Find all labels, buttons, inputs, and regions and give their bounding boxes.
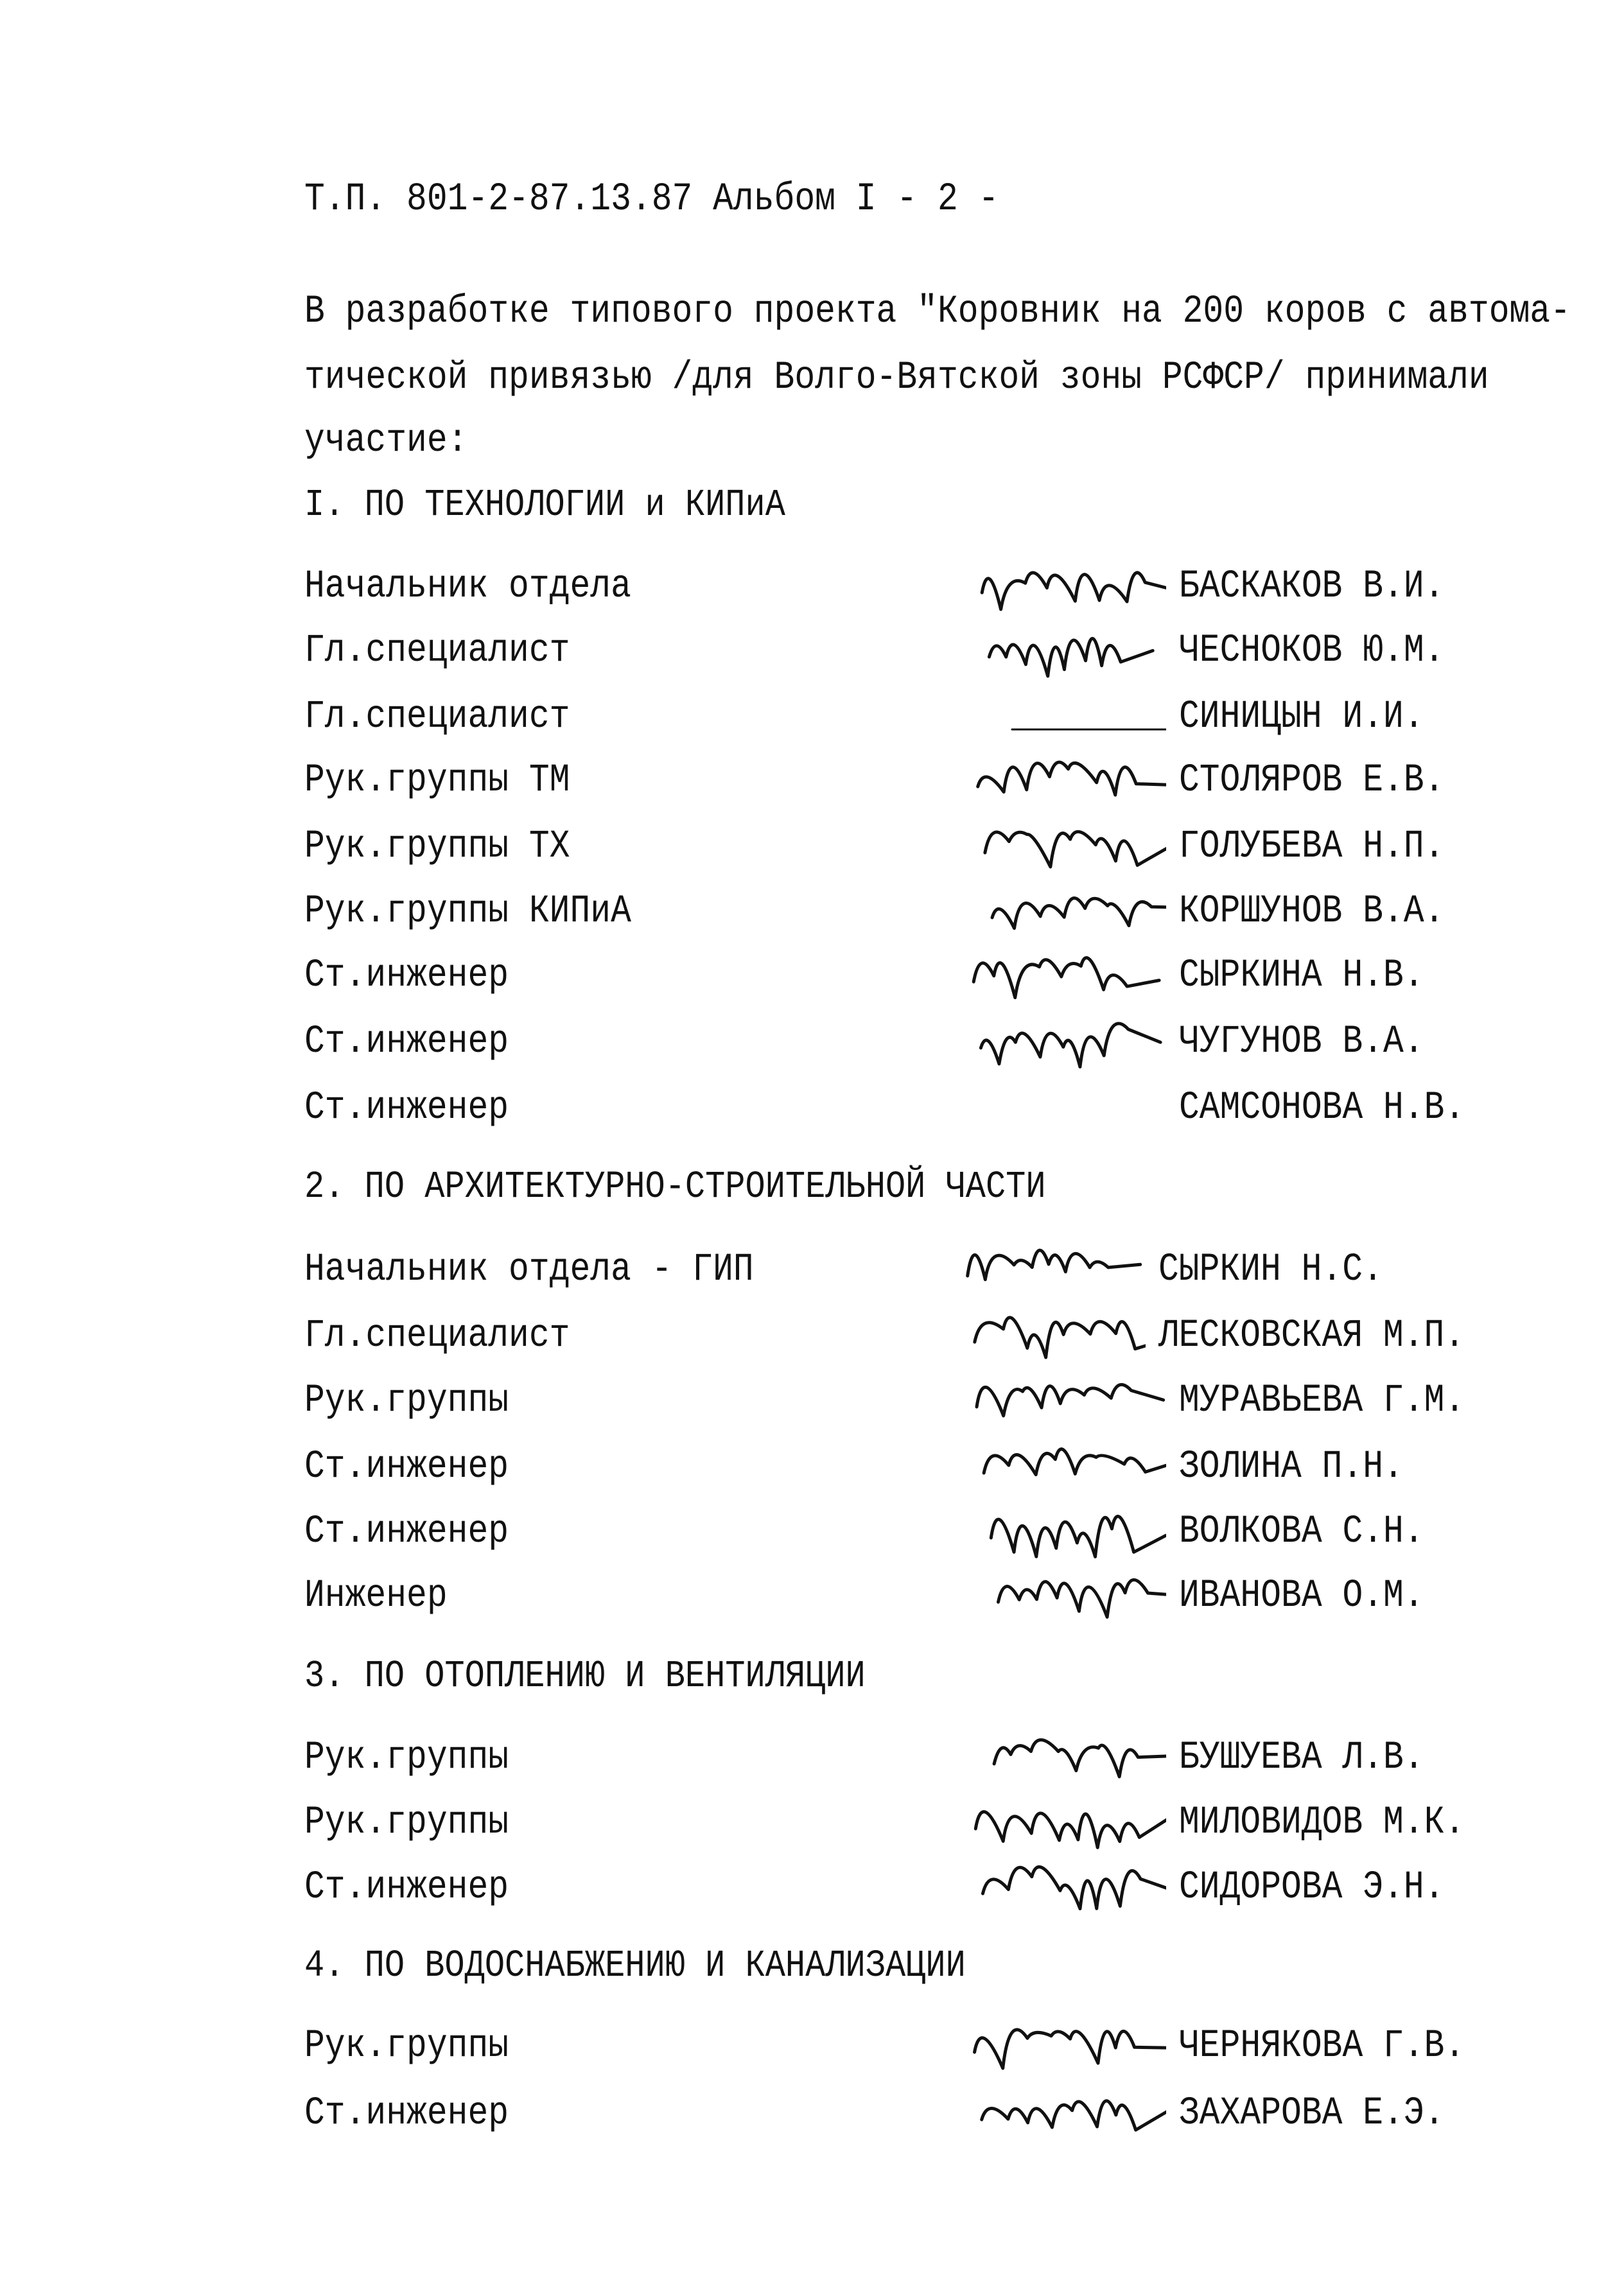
participant-name: СИДОРОВА Э.Н. <box>1179 1865 1445 1910</box>
participant-role: Ст.инженер <box>304 1444 509 1489</box>
section-title: 3. ПО ОТОПЛЕНИЮ И ВЕНТИЛЯЦИИ <box>304 1654 866 1698</box>
signature <box>935 1544 1166 1641</box>
participant-role: Рук.группы <box>304 2023 509 2068</box>
intro-line-1: В разработке типового проекта "Коровник на 200 коров с автома- <box>304 289 1571 334</box>
section-title: 4. ПО ВОДОСНАБЖЕНИЮ И КАНАЛИЗАЦИИ <box>304 1944 966 1988</box>
participant-name: БУШУЕВА Л.В. <box>1179 1735 1424 1780</box>
participant-name: ВОЛКОВА С.Н. <box>1179 1509 1424 1554</box>
participant-role: Ст.инженер <box>304 953 509 998</box>
participant-name: МУРАВЬЕВА Г.М. <box>1179 1378 1465 1423</box>
participant-role: Гл.специалист <box>304 694 570 739</box>
participant-name: ЧЕСНОКОВ Ю.М. <box>1179 628 1445 673</box>
participant-role: Рук.группы <box>304 1800 509 1845</box>
participant-role: Рук.группы ТМ <box>304 758 570 803</box>
participant-role: Рук.группы <box>304 1735 509 1780</box>
participant-name: СЫРКИНА Н.В. <box>1179 953 1424 998</box>
participant-role: Начальник отдела - ГИП <box>304 1247 754 1292</box>
participant-name: ЗОЛИНА П.Н. <box>1179 1444 1404 1489</box>
section-title: 2. ПО АРХИТЕКТУРНО-СТРОИТЕЛЬНОЙ ЧАСТИ <box>304 1165 1046 1209</box>
participant-role: Начальник отдела <box>304 564 631 609</box>
participant-name: СИНИЦЫН И.И. <box>1179 694 1424 739</box>
document-header: Т.П. 801-2-87.13.87 Альбом I - 2 - <box>304 177 999 222</box>
participant-name: МИЛОВИДОВ М.К. <box>1179 1800 1465 1845</box>
participant-name: СЫРКИН Н.С. <box>1158 1247 1383 1292</box>
participant-name: ЧЕРНЯКОВА Г.В. <box>1179 2023 1465 2068</box>
participant-role: Гл.специалист <box>304 628 570 673</box>
participant-name: ЧУГУНОВ В.А. <box>1179 1019 1424 1064</box>
participant-role: Инженер <box>304 1573 448 1618</box>
participant-role: Ст.инженер <box>304 2091 509 2136</box>
participant-name: ЗАХАРОВА Е.Э. <box>1179 2091 1445 2136</box>
participant-role: Рук.группы КИПиА <box>304 889 631 934</box>
participant-name: КОРШУНОВ В.А. <box>1179 889 1445 934</box>
participant-role: Ст.инженер <box>304 1019 509 1064</box>
participant-role: Ст.инженер <box>304 1865 509 1910</box>
signature <box>935 990 1166 1086</box>
intro-line-2: тической привязью /для Волго-Вятской зоны РСФСР/ принимали <box>304 355 1489 400</box>
participant-role: Ст.инженер <box>304 1509 509 1554</box>
signature <box>935 1836 1166 1932</box>
participant-role: Ст.инженер <box>304 1085 509 1130</box>
participant-name: БАСКАКОВ В.И. <box>1179 564 1445 609</box>
participant-name: ЛЕСКОВСКАЯ М.П. <box>1158 1313 1465 1358</box>
participant-name: ГОЛУБЕВА Н.П. <box>1179 824 1445 869</box>
participant-name: САМСОНОВА Н.В. <box>1179 1085 1465 1130</box>
signature <box>935 2062 1166 2158</box>
section-title: I. ПО ТЕХНОЛОГИИ и КИПиА <box>304 483 785 527</box>
participant-role: Гл.специалист <box>304 1313 570 1358</box>
participant-role: Рук.группы <box>304 1378 509 1423</box>
participant-name: СТОЛЯРОВ Е.В. <box>1179 758 1445 803</box>
intro-line-3: участие: <box>304 418 468 463</box>
participant-name: ИВАНОВА О.М. <box>1179 1573 1424 1618</box>
participant-role: Рук.группы ТХ <box>304 824 570 869</box>
